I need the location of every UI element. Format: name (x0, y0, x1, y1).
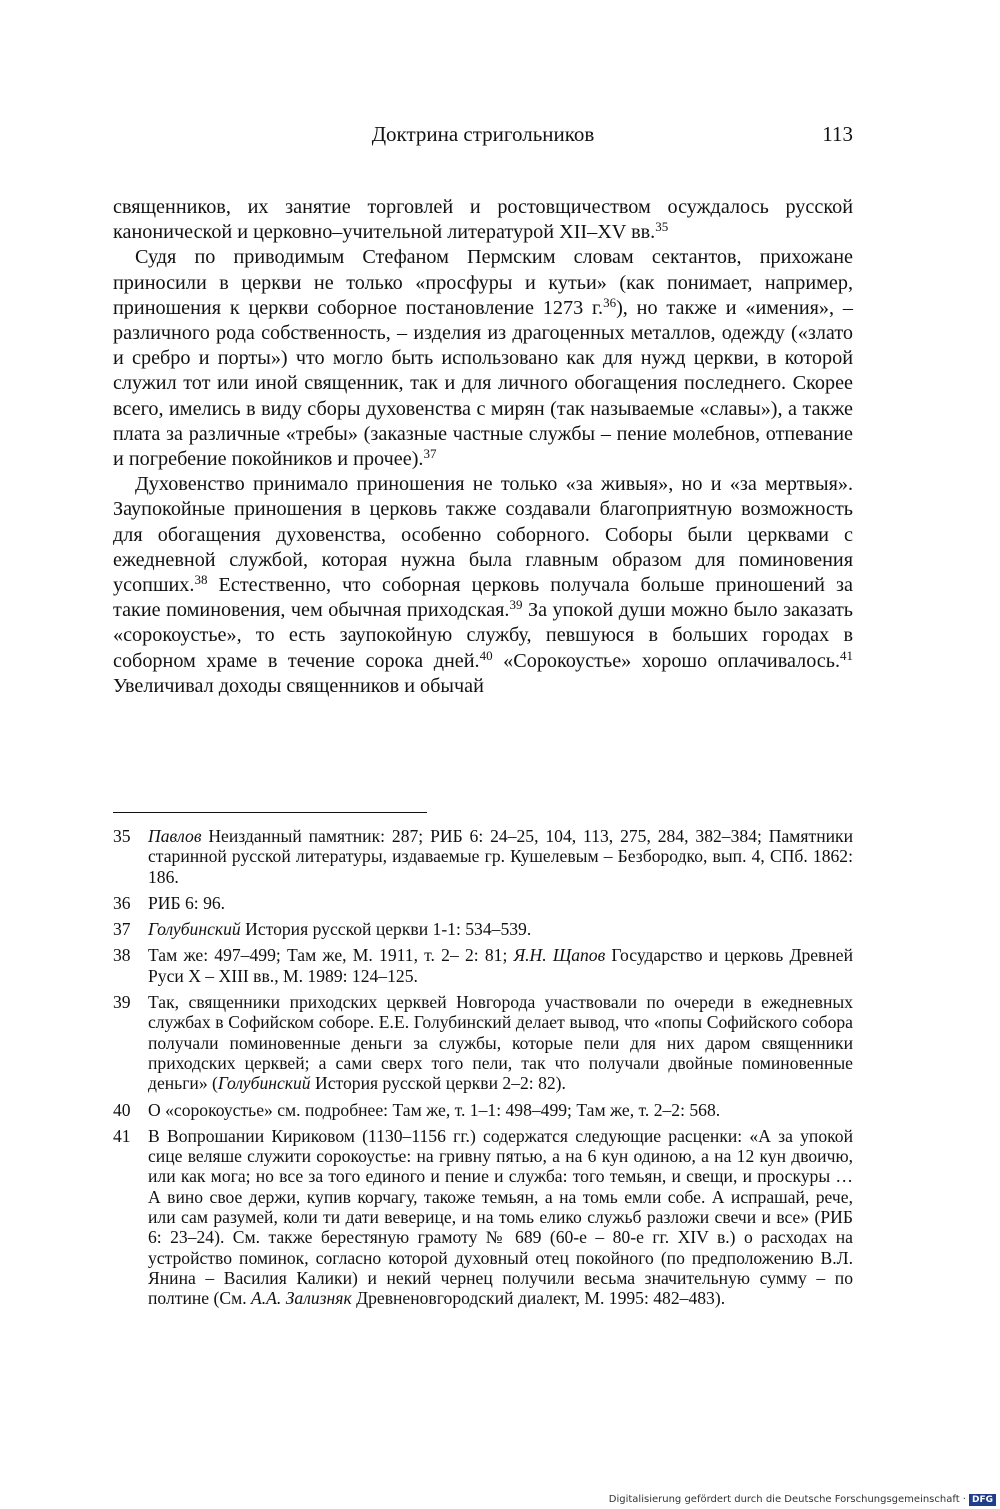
text-run: Духовенство принимало приношения не только «за живыя», но и «за мертвыя». Заупокойные приношения в церковь также создавали благоприятную возможность для обогащения духовенства, особенно соборного. Соборы были церквами с ежедневной службой, которая нужна была главным образом для поминовения усопших. (113, 473, 853, 597)
footnote (113, 945, 853, 986)
text-run: О «сорокоустье» см. подробнее: Там же, т. 1–1: 498–499; Там же, т. 2–2: 568. (148, 1099, 721, 1120)
footnote-reference: 41 (840, 647, 854, 663)
text-run: Неизданный памятник: 287; РИБ 6: 24–25, 104, 113, 275, 284, 382–384; Памятники старинной русской литературы, издаваемые гр. Кушелевым – Безбородко, вып. 4, СПб. 1862: 186. (148, 826, 853, 887)
text-run: РИБ 6: 96. (148, 892, 226, 913)
author-name: А.А. Зализняк (251, 1288, 352, 1309)
footnote-separator (113, 812, 427, 813)
footnote-reference: 36 (603, 294, 617, 310)
footnote (113, 1100, 853, 1120)
text-run: «Сорокоустье» хорошо оплачивалось. (492, 649, 841, 672)
footnote-number: 39 (113, 992, 131, 1013)
footnote (113, 992, 853, 1093)
footnote-reference: 37 (423, 446, 437, 462)
main-text (113, 195, 853, 699)
text-run: История русской церкви 2–2: 82). (310, 1073, 566, 1094)
text-run: Там же: 497–499; Там же, М. 1911, т. 2– 2: 81; (148, 945, 514, 966)
running-title: Доктрина стригольников (371, 122, 595, 146)
text-run: Государство и церковь Древней Руси X – XIII вв., М. 1989: 124–125. (148, 945, 854, 986)
footnote-reference: 40 (479, 647, 493, 663)
credit-text: Digitalisierung gefördert durch die Deutsche Forschungsgemeinschaft · (608, 1494, 966, 1505)
author-name: Голубинский (148, 919, 241, 940)
text-run: священников, их занятие торговлей и ростовщичеством осуждалось русской канонической и церковно–учительной литературой XII–XV вв. (113, 196, 853, 244)
body-paragraph (113, 245, 853, 472)
text-run: Естественно, что соборная церковь получала больше приношений за такие поминовения, чем обычная приходская. (113, 574, 853, 622)
footnote (113, 826, 853, 887)
author-name: Павлов (148, 826, 202, 846)
text-run: Судя по приводимым Стефаном Пермским словам сектантов, прихожане приносили в церкви не только «просфуры и кутьи» (как понимает, например, приношения к церкви соборное постановление 1273 г. (113, 246, 853, 319)
footnote-number: 41 (113, 1125, 131, 1146)
footnote-number: 40 (113, 1099, 131, 1120)
footnote-number: 36 (113, 892, 131, 913)
body-paragraph (113, 472, 853, 699)
footnote-number: 37 (113, 919, 131, 940)
body-paragraph (113, 195, 853, 245)
footnote-reference: 35 (655, 219, 669, 235)
digitization-credit (609, 1494, 996, 1506)
footnote-reference: 38 (194, 572, 208, 588)
footnote (113, 1126, 853, 1309)
text-run: Древненовгородский диалект, М. 1995: 482–483). (351, 1288, 726, 1309)
text-run: Так, священники приходских церквей Новгорода участвовали по очереди в ежедневных службах в Софийском соборе. Е.Е. Голубинский делает вывод, что «попы Софийского собора получали поминовенные деньги за службы, которые пели для них даром священники приходских церквей; а сами сверх того пели, так что получали двойные поминовенные деньги» ( (148, 992, 853, 1094)
dfg-logo: DFG (969, 1494, 996, 1506)
page-number: 113 (822, 122, 853, 146)
footnote (113, 919, 853, 939)
footnote (113, 893, 853, 913)
text-run: ), но также и «имения», – различного рода собственность, – изделия из драгоценных металлов, одежду («злато и сребро и порты») что могло быть использовано как для нужд церкви, в которой служил тот или иной священник, так и для личного обогащения последнего. Скорее всего, имелись в виду сборы духовенства с мирян (так называемые «славы»), а также плата за различные «требы» (заказные частные службы – пение молебнов, отпевание и погребение покойников и прочее). (113, 296, 853, 471)
author-name: Я.Н. Щапов (513, 945, 606, 966)
text-run: Увеличивал доходы священников и обычай (113, 674, 484, 697)
footnote-number: 35 (113, 826, 131, 846)
text-run: История русской церкви 1-1: 534–539. (240, 919, 532, 940)
footnote-reference: 39 (509, 597, 523, 613)
text-run: В Вопрошании Кириковом (1130–1156 гг.) содержатся следующие расценки: «А за упокой сице веляше служити сорокоустье: на гривну пятью, а на 6 кун одиною, а на 12 кун двоичю, или как мога; но все за того единого и пение и служба: того темьян, и свещи, и проскуры … А вино свое держи, купив корчагу, такоже темьян, а на томь емли собе. А испрашай, рече, или сам разумей, коли ти дати веверице, и на томь елико служьб разложи свечи и все» (РИБ 6: 23–24). См. также берестяную грамоту № 689 (60-е – 80-е гг. XIV в.) о расходах на устройство поминок, согласно которой духовный отец покойного (по предположению В.Л. Янина – Василия Калики) и некий чернец получили весьма значительную сумму – по полтине (См. (148, 1125, 853, 1309)
footnotes (113, 826, 853, 1315)
author-name: Голубинский (217, 1073, 311, 1094)
text-run: За упокой души можно было заказать «сорокоустье», то есть заупокойную службу, певшуюся в больших городах в соборном храме в течение сорока дней. (113, 599, 853, 672)
footnote-number: 38 (113, 945, 131, 966)
running-header (113, 122, 853, 152)
